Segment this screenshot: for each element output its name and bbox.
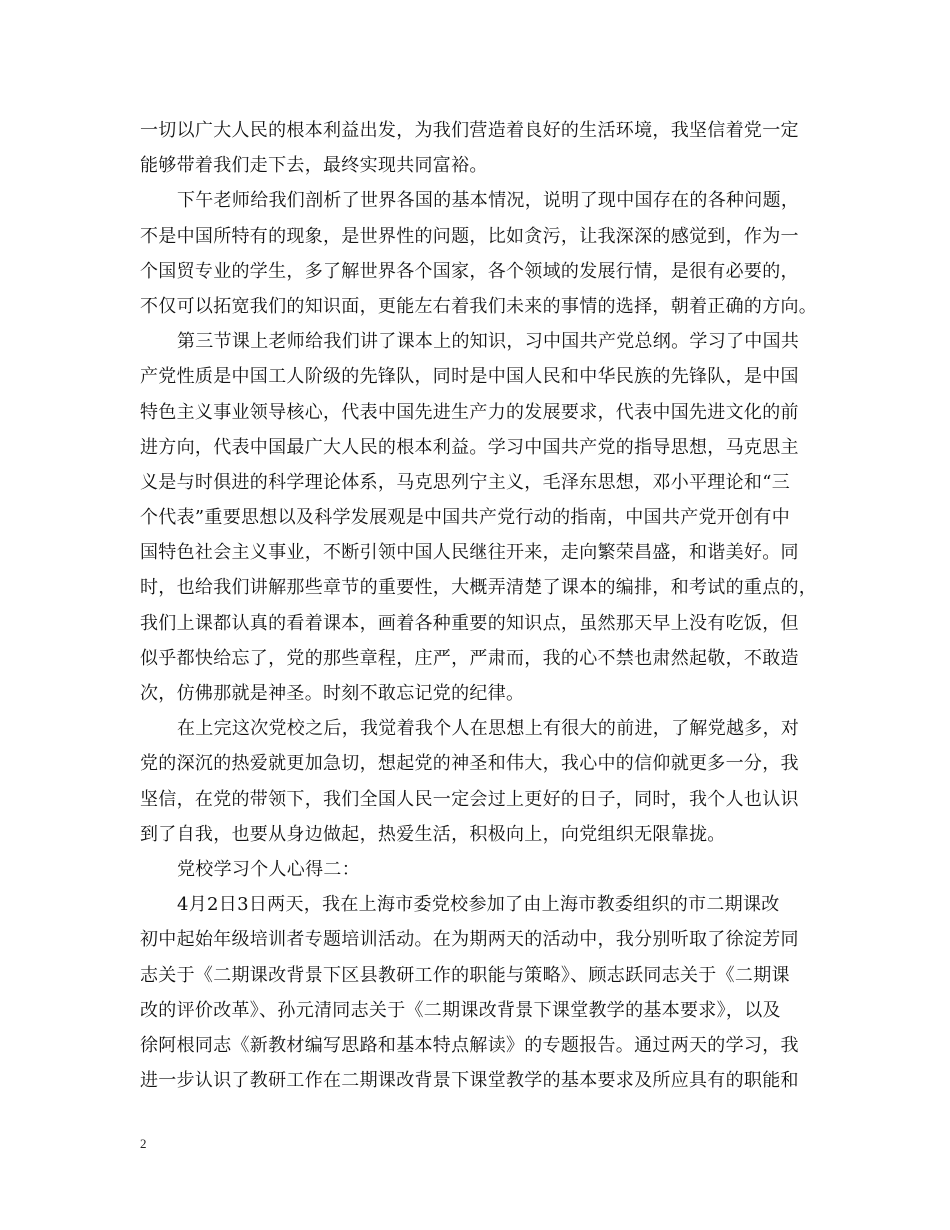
- text-line: 特色主义事业领导核心，代表中国先进生产力的发展要求，代表中国先进文化的前: [140, 401, 799, 423]
- text-line: 我们上课都认真的看着课本，画着各种重要的知识点，虽然那天早上没有吃饭，但: [140, 612, 799, 634]
- text-line: 第三节课上老师给我们讲了课本上的知识，习中国共产党总纲。学习了中国共: [177, 331, 800, 353]
- text-line: 次，仿佛那就是神圣。时刻不敢忘记党的纪律。: [140, 683, 525, 704]
- text-line: 能够带着我们走下去，最终实现共同富裕。: [140, 155, 488, 177]
- text-line: 改的评价改革》、孙元清同志关于《二期课改背景下课堂教学的基本要求》，以及: [140, 999, 781, 1021]
- text-line: 不是中国所特有的现象，是世界性的问题，比如贪污，让我深深的感觉到，作为一: [140, 225, 799, 247]
- paragraph-2: [140, 183, 830, 324]
- paragraph-3: [140, 324, 830, 711]
- text-line: 国特色社会主义事业，不断引领中国人民继往开来，走向繁荣昌盛，和谐美好。同: [140, 542, 799, 564]
- paragraph-1: [140, 113, 830, 183]
- text-line: 进一步认识了教研工作在二期课改背景下课堂教学的基本要求及所应具有的职能和: [140, 1070, 799, 1092]
- text-line: 徐阿根同志《新教材编写思路和基本特点解读》的专题报告。通过两天的学习，我: [140, 1034, 799, 1056]
- text-line: 义是与时俱进的科学理论体系，马克思列宁主义，毛泽东思想，邓小平理论和“三: [140, 471, 790, 493]
- paragraph-4: [140, 711, 830, 852]
- text-line: 党校学习个人心得二：: [177, 858, 360, 880]
- text-line: 坚信，在党的带领下，我们全国人民一定会过上更好的日子，同时，我个人也认识: [140, 788, 799, 810]
- text-line: 产党性质是中国工人阶级的先锋队，同时是中国人民和中华民族的先锋队，是中国: [140, 366, 799, 388]
- page-number: 2: [140, 1136, 147, 1151]
- text-line: 时，也给我们讲解那些章节的重要性，大概弄清楚了课本的编排，和考试的重点的，: [140, 577, 818, 599]
- text-line: 志关于《二期课改背景下区县教研工作的职能与策略》、顾志跃同志关于《二期课: [140, 964, 790, 986]
- text-line: 不仅可以拓宽我们的知识面，更能左右着我们未来的事情的选择，朝着正确的方向。: [140, 295, 818, 317]
- text-line: 一切以广大人民的根本利益出发，为我们营造着良好的生活环境，我坚信着党一定: [140, 120, 799, 141]
- text-line: 进方向，代表中国最广大人民的根本利益。学习中国共产党的指导思想，马克思主: [140, 436, 799, 458]
- text-line: 初中起始年级培训者专题培训活动。在为期两天的活动中，我分别听取了徐淀芳同: [140, 929, 799, 951]
- text-line: 下午老师给我们剖析了世界各国的基本情况，说明了现中国存在的各种问题，: [177, 190, 800, 212]
- section-heading: [140, 852, 830, 887]
- document-body: [140, 113, 830, 1098]
- text-line: 似乎都快给忘了，党的那些章程，庄严，严肃而，我的心不禁也肃然起敬，不敢造: [140, 647, 799, 669]
- text-line: 个国贸专业的学生，多了解世界各个国家，各个领域的发展行情，是很有必要的，: [140, 260, 799, 282]
- text-line: 4月2日3日两天，我在上海市委党校参加了由上海市教委组织的市二期课改: [177, 894, 780, 916]
- text-line: 党的深沉的热爱就更加急切，想起党的神圣和伟大，我心中的信仰就更多一分，我: [140, 753, 799, 775]
- text-line: 到了自我，也要从身边做起，热爱生活，积极向上，向党组织无限靠拢。: [140, 823, 726, 845]
- paragraph-6: [140, 887, 830, 1098]
- text-line: 个代表”重要思想以及科学发展观是中国共产党行动的指南，中国共产党开创有中: [140, 507, 790, 529]
- text-line: 在上完这次党校之后，我觉着我个人在思想上有很大的前进，了解党越多，对: [177, 718, 800, 740]
